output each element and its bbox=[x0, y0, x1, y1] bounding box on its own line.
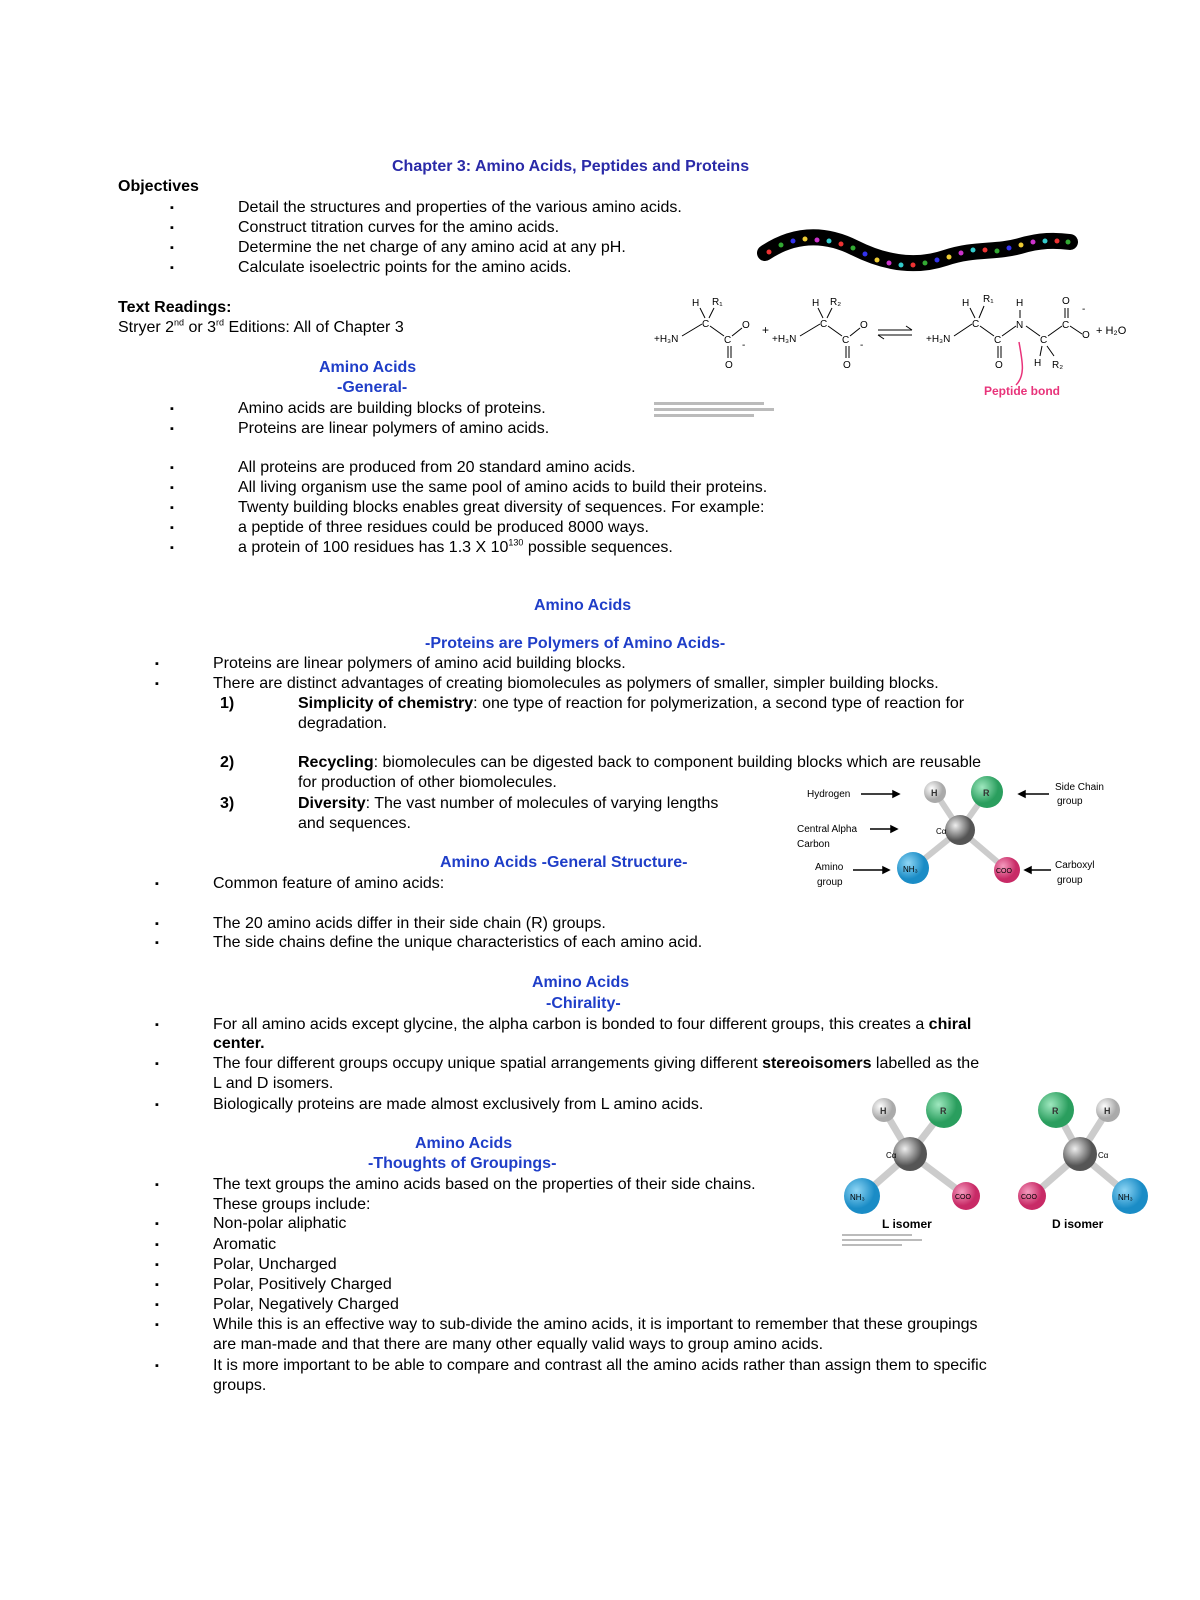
figure-caption bbox=[842, 1234, 912, 1236]
bullet-icon: ▪ bbox=[155, 1319, 159, 1331]
bead bbox=[995, 249, 1000, 254]
amino-acid-2 bbox=[772, 297, 868, 371]
list-item: Detail the structures and properties of the various amino acids. bbox=[238, 199, 682, 216]
bullet-icon: ▪ bbox=[170, 202, 174, 214]
bead bbox=[935, 258, 940, 263]
bond bbox=[1048, 326, 1062, 336]
list-item: The text groups the amino acids based on the properties of their side chains. bbox=[213, 1176, 756, 1193]
label-hydrogen: Hydrogen bbox=[807, 789, 851, 800]
list-item: Non-polar aliphatic bbox=[213, 1215, 347, 1232]
bullet-icon: ▪ bbox=[170, 403, 174, 415]
bead bbox=[839, 242, 844, 247]
atom-label: NH₃ bbox=[850, 1193, 865, 1202]
bond bbox=[954, 324, 972, 336]
bond bbox=[828, 326, 842, 336]
carbon-text: C bbox=[820, 319, 828, 330]
bullet-icon: ▪ bbox=[155, 878, 159, 890]
carbon-text: C bbox=[972, 319, 980, 330]
bead bbox=[887, 261, 892, 266]
l-isomer-label: L isomer bbox=[882, 1217, 932, 1231]
bond bbox=[818, 308, 823, 318]
alpha-carbon-atom bbox=[893, 1137, 927, 1171]
bullet-icon: ▪ bbox=[155, 1259, 159, 1271]
list-item: All living organism use the same pool of amino acids to build their proteins. bbox=[238, 479, 768, 496]
figure-caption bbox=[842, 1244, 902, 1246]
bullet-icon: ▪ bbox=[170, 482, 174, 494]
r-text: R₂ bbox=[830, 297, 842, 308]
arrow-head bbox=[883, 867, 889, 873]
list-item: Common feature of amino acids: bbox=[213, 875, 445, 892]
figure-caption bbox=[654, 414, 754, 417]
bullet-icon: ▪ bbox=[155, 1239, 159, 1251]
list-sup: 130 bbox=[508, 537, 524, 548]
carbon-text: C bbox=[994, 335, 1002, 346]
minus-text: - bbox=[742, 340, 746, 351]
d-isomer-label: D isomer bbox=[1052, 1217, 1104, 1231]
list-bold: stereoisomers bbox=[762, 1055, 872, 1072]
bullet-icon: ▪ bbox=[170, 242, 174, 254]
plus-sign: + bbox=[762, 323, 770, 337]
carbon-text: C bbox=[842, 335, 850, 346]
atom-label: R bbox=[983, 788, 990, 798]
bond bbox=[1047, 346, 1054, 356]
list-item: Polar, Positively Charged bbox=[213, 1276, 392, 1293]
d-isomer bbox=[1018, 1092, 1148, 1231]
bead bbox=[1043, 239, 1048, 244]
list-text: labelled as the bbox=[871, 1055, 980, 1072]
nh3-text: +H₃N bbox=[926, 334, 951, 345]
list-bold: chiral bbox=[928, 1016, 972, 1033]
bullet-icon: ▪ bbox=[170, 222, 174, 234]
bead bbox=[899, 263, 904, 268]
list-text: possible sequences. bbox=[523, 539, 673, 556]
atom-label: H bbox=[1104, 1106, 1111, 1116]
bead bbox=[791, 239, 796, 244]
bullet-icon: ▪ bbox=[155, 918, 159, 930]
numbered-label: 1) bbox=[220, 695, 235, 712]
list-item-cont: center. bbox=[213, 1035, 265, 1052]
dipeptide bbox=[926, 294, 1090, 371]
bond bbox=[1070, 326, 1082, 334]
list-item: The side chains define the unique characteristics of each amino acid. bbox=[213, 934, 703, 951]
list-item bbox=[213, 1054, 979, 1074]
groupings-heading: Amino Acids bbox=[415, 1135, 513, 1152]
list-text: For all amino acids except glycine, the alpha carbon is bonded to four different groups, this creates a bbox=[213, 1016, 929, 1033]
numbered-text: : biomolecules can be digested back to component building blocks which are reusable bbox=[373, 754, 982, 771]
readings-text: Stryer 2 bbox=[118, 319, 175, 336]
label-carboxyl: Carboxyl bbox=[1055, 860, 1095, 871]
bullet-icon: ▪ bbox=[155, 1019, 159, 1031]
bond bbox=[980, 326, 994, 336]
bullet-icon: ▪ bbox=[170, 502, 174, 514]
bullet-icon: ▪ bbox=[155, 678, 159, 690]
bead bbox=[827, 239, 832, 244]
h-text: H bbox=[962, 298, 970, 309]
atom-label: Cα bbox=[886, 1151, 897, 1160]
equilibrium-arrow-icon bbox=[878, 326, 912, 339]
arrow-head bbox=[1025, 867, 1031, 873]
peptide-bond-pointer bbox=[1016, 342, 1022, 385]
numbered-term: Simplicity of chemistry bbox=[298, 695, 474, 712]
bond bbox=[709, 308, 714, 318]
readings-sup: nd bbox=[174, 317, 185, 328]
carbon-text: C bbox=[1040, 335, 1048, 346]
alpha-carbon-atom bbox=[945, 815, 975, 845]
bond bbox=[979, 306, 984, 318]
numbered-term: Diversity bbox=[298, 795, 366, 812]
bead bbox=[815, 238, 820, 243]
bond bbox=[710, 326, 724, 336]
bead bbox=[983, 248, 988, 253]
list-text: a protein of 100 residues has 1.3 X 10 bbox=[238, 539, 509, 556]
general-subheading: -General- bbox=[337, 379, 408, 396]
r-text: R₁ bbox=[712, 297, 723, 308]
bond bbox=[970, 308, 975, 318]
label-central2: Carbon bbox=[797, 839, 830, 850]
carbon-text: C bbox=[1062, 320, 1070, 331]
list-item: There are distinct advantages of creating biomolecules as polymers of smaller, simpler building blocks. bbox=[213, 675, 939, 692]
readings-sup: rd bbox=[216, 317, 225, 328]
r-text: R₂ bbox=[1052, 360, 1064, 371]
bullet-icon: ▪ bbox=[155, 1360, 159, 1372]
arrow-head bbox=[1019, 791, 1025, 797]
readings-text: Editions: All of Chapter 3 bbox=[224, 319, 404, 336]
list-item bbox=[238, 538, 673, 558]
bead bbox=[947, 255, 952, 260]
list-item-cont: groups. bbox=[213, 1377, 267, 1394]
o-text: O bbox=[725, 360, 733, 371]
amino-acid-1 bbox=[654, 297, 750, 371]
bead bbox=[1019, 243, 1024, 248]
numbered-text: : one type of reaction for polymerization, a second type of reaction for bbox=[473, 695, 965, 712]
general-heading: Amino Acids bbox=[319, 359, 417, 376]
bead bbox=[971, 248, 976, 253]
o-text: O bbox=[1062, 296, 1070, 307]
bead bbox=[1055, 239, 1060, 244]
bullet-icon: ▪ bbox=[155, 1299, 159, 1311]
o-text: O bbox=[843, 360, 851, 371]
polymers-heading: Amino Acids bbox=[534, 597, 632, 614]
bead bbox=[959, 251, 964, 256]
list-item: a peptide of three residues could be produced 8000 ways. bbox=[238, 519, 649, 536]
atom-label: R bbox=[1052, 1106, 1059, 1116]
bullet-icon: ▪ bbox=[155, 1179, 159, 1191]
bond bbox=[700, 308, 705, 318]
label-amino: Amino bbox=[815, 862, 844, 873]
numbered-item bbox=[298, 794, 718, 814]
o-text: O bbox=[1082, 330, 1090, 341]
list-item bbox=[213, 1015, 971, 1035]
figure-caption bbox=[654, 408, 774, 411]
polypeptide-chain-figure bbox=[755, 228, 1080, 278]
bond bbox=[800, 324, 820, 336]
objectives-heading: Objectives bbox=[118, 178, 199, 195]
l-isomer bbox=[844, 1092, 980, 1231]
list-item-cont: are man-made and that there are many other equally valid ways to group amino acids. bbox=[213, 1336, 824, 1353]
list-text: The four different groups occupy unique spatial arrangements giving different bbox=[213, 1055, 763, 1072]
bead bbox=[767, 250, 772, 255]
atom-label: H bbox=[931, 788, 938, 798]
chirality-subheading: -Chirality- bbox=[546, 995, 621, 1012]
bullet-icon: ▪ bbox=[170, 542, 174, 554]
alpha-carbon-atom bbox=[1063, 1137, 1097, 1171]
arrow-head bbox=[893, 791, 899, 797]
bead bbox=[863, 252, 868, 257]
bead bbox=[803, 237, 808, 242]
readings-text: or 3 bbox=[184, 319, 217, 336]
minus-text: - bbox=[860, 340, 864, 351]
atom-label: R bbox=[940, 1106, 947, 1116]
list-item-cont: L and D isomers. bbox=[213, 1075, 334, 1092]
list-item: Polar, Uncharged bbox=[213, 1256, 337, 1273]
numbered-item-cont: degradation. bbox=[298, 715, 387, 732]
carbon-text: C bbox=[702, 319, 710, 330]
bullet-icon: ▪ bbox=[155, 658, 159, 670]
list-item: While this is an effective way to sub-divide the amino acids, it is important to remember that these groupings bbox=[213, 1316, 978, 1333]
nh3-text: +H₃N bbox=[772, 334, 797, 345]
bond bbox=[732, 328, 742, 336]
atom-label: Cα bbox=[936, 827, 947, 836]
figure-caption bbox=[842, 1239, 922, 1241]
numbered-item bbox=[298, 753, 981, 773]
bead bbox=[851, 246, 856, 251]
list-item: Polar, Negatively Charged bbox=[213, 1296, 399, 1313]
atom-label: NH₃ bbox=[1118, 1193, 1133, 1202]
chain-backbone bbox=[765, 237, 1070, 263]
nh3-text: +H₃N bbox=[654, 334, 679, 345]
list-item: Proteins are linear polymers of amino acids. bbox=[238, 420, 550, 437]
arrow-head bbox=[891, 826, 897, 832]
atom-label: COO bbox=[955, 1194, 971, 1201]
list-item: Amino acids are building blocks of proteins. bbox=[238, 400, 546, 417]
bullet-icon: ▪ bbox=[155, 1218, 159, 1230]
numbered-item-cont: for production of other biomolecules. bbox=[298, 774, 557, 791]
carbon-text: C bbox=[724, 335, 732, 346]
list-item: Construct titration curves for the amino acids. bbox=[238, 219, 560, 236]
list-item: Aromatic bbox=[213, 1236, 277, 1253]
chirality-heading: Amino Acids bbox=[532, 974, 630, 991]
list-item: Determine the net charge of any amino acid at any pH. bbox=[238, 239, 626, 256]
list-item: Proteins are linear polymers of amino acid building blocks. bbox=[213, 655, 626, 672]
atom-label: H bbox=[880, 1106, 887, 1116]
water-text: + H₂O bbox=[1096, 325, 1127, 337]
bullet-icon: ▪ bbox=[170, 262, 174, 274]
label-central: Central Alpha bbox=[797, 824, 858, 835]
bond bbox=[850, 328, 860, 336]
list-item: Calculate isoelectric points for the amino acids. bbox=[238, 259, 572, 276]
readings-line bbox=[118, 318, 404, 338]
h-text: H bbox=[1034, 358, 1042, 369]
bead bbox=[1031, 240, 1036, 245]
list-item: All proteins are produced from 20 standard amino acids. bbox=[238, 459, 636, 476]
o-text: O bbox=[995, 360, 1003, 371]
bullet-icon: ▪ bbox=[170, 462, 174, 474]
list-item: It is more important to be able to compare and contrast all the amino acids rather than assign them to specific bbox=[213, 1357, 987, 1374]
o-text: O bbox=[860, 320, 868, 331]
structure-heading: Amino Acids -General Structure- bbox=[440, 854, 688, 871]
h-text: H bbox=[692, 298, 700, 309]
bead bbox=[911, 263, 916, 268]
atom-label: Cα bbox=[1098, 1151, 1109, 1160]
numbered-label: 3) bbox=[220, 795, 235, 812]
n-text: N bbox=[1016, 320, 1024, 331]
numbered-item bbox=[298, 694, 964, 714]
bond bbox=[827, 308, 832, 318]
bullet-icon: ▪ bbox=[170, 522, 174, 534]
label-side-chain2: group bbox=[1057, 796, 1083, 807]
bead bbox=[1007, 246, 1012, 251]
bullet-icon: ▪ bbox=[155, 937, 159, 949]
list-item: Biologically proteins are made almost exclusively from L amino acids. bbox=[213, 1096, 704, 1113]
bond bbox=[1026, 326, 1040, 336]
label-carboxyl2: group bbox=[1057, 875, 1083, 886]
bead bbox=[779, 243, 784, 248]
bond bbox=[682, 324, 702, 336]
h-text: H bbox=[812, 298, 820, 309]
peptide-bond-label: Peptide bond bbox=[984, 384, 1060, 398]
numbered-text: : The vast number of molecules of varying lengths bbox=[365, 795, 719, 812]
isomers-figure bbox=[838, 1090, 1158, 1250]
atom-label: NH₃ bbox=[903, 865, 918, 874]
numbered-item-cont: and sequences. bbox=[298, 815, 411, 832]
peptide-bond-figure bbox=[650, 290, 1150, 430]
bead bbox=[875, 258, 880, 263]
polymers-subheading: -Proteins are Polymers of Amino Acids- bbox=[425, 635, 726, 652]
figure-caption bbox=[654, 402, 764, 405]
groupings-subheading: -Thoughts of Groupings- bbox=[368, 1155, 557, 1172]
readings-heading: Text Readings: bbox=[118, 299, 232, 316]
bullet-icon: ▪ bbox=[155, 1099, 159, 1111]
page-title: Chapter 3: Amino Acids, Peptides and Proteins bbox=[392, 158, 750, 175]
o-text: O bbox=[742, 320, 750, 331]
atom-label: COO bbox=[996, 868, 1012, 875]
bead bbox=[1066, 240, 1071, 245]
list-item-cont: These groups include: bbox=[213, 1196, 371, 1213]
general-structure-figure bbox=[795, 772, 1120, 892]
label-side-chain: Side Chain bbox=[1055, 782, 1104, 793]
minus-text: - bbox=[1082, 304, 1086, 315]
arrow-head bbox=[878, 335, 884, 339]
arrow-head bbox=[906, 326, 912, 330]
label-amino2: group bbox=[817, 877, 843, 888]
bond bbox=[1002, 326, 1016, 336]
numbered-term: Recycling bbox=[298, 754, 374, 771]
r-text: R₁ bbox=[983, 294, 994, 305]
h-text: H bbox=[1016, 298, 1024, 309]
bond bbox=[1040, 346, 1042, 356]
list-item: The 20 amino acids differ in their side chain (R) groups. bbox=[213, 915, 606, 932]
atom-label: COO bbox=[1021, 1194, 1037, 1201]
numbered-label: 2) bbox=[220, 754, 235, 771]
bullet-icon: ▪ bbox=[155, 1279, 159, 1291]
list-item: Twenty building blocks enables great diversity of sequences. For example: bbox=[238, 499, 765, 516]
bead bbox=[923, 261, 928, 266]
bullet-icon: ▪ bbox=[155, 1058, 159, 1070]
bullet-icon: ▪ bbox=[170, 423, 174, 435]
